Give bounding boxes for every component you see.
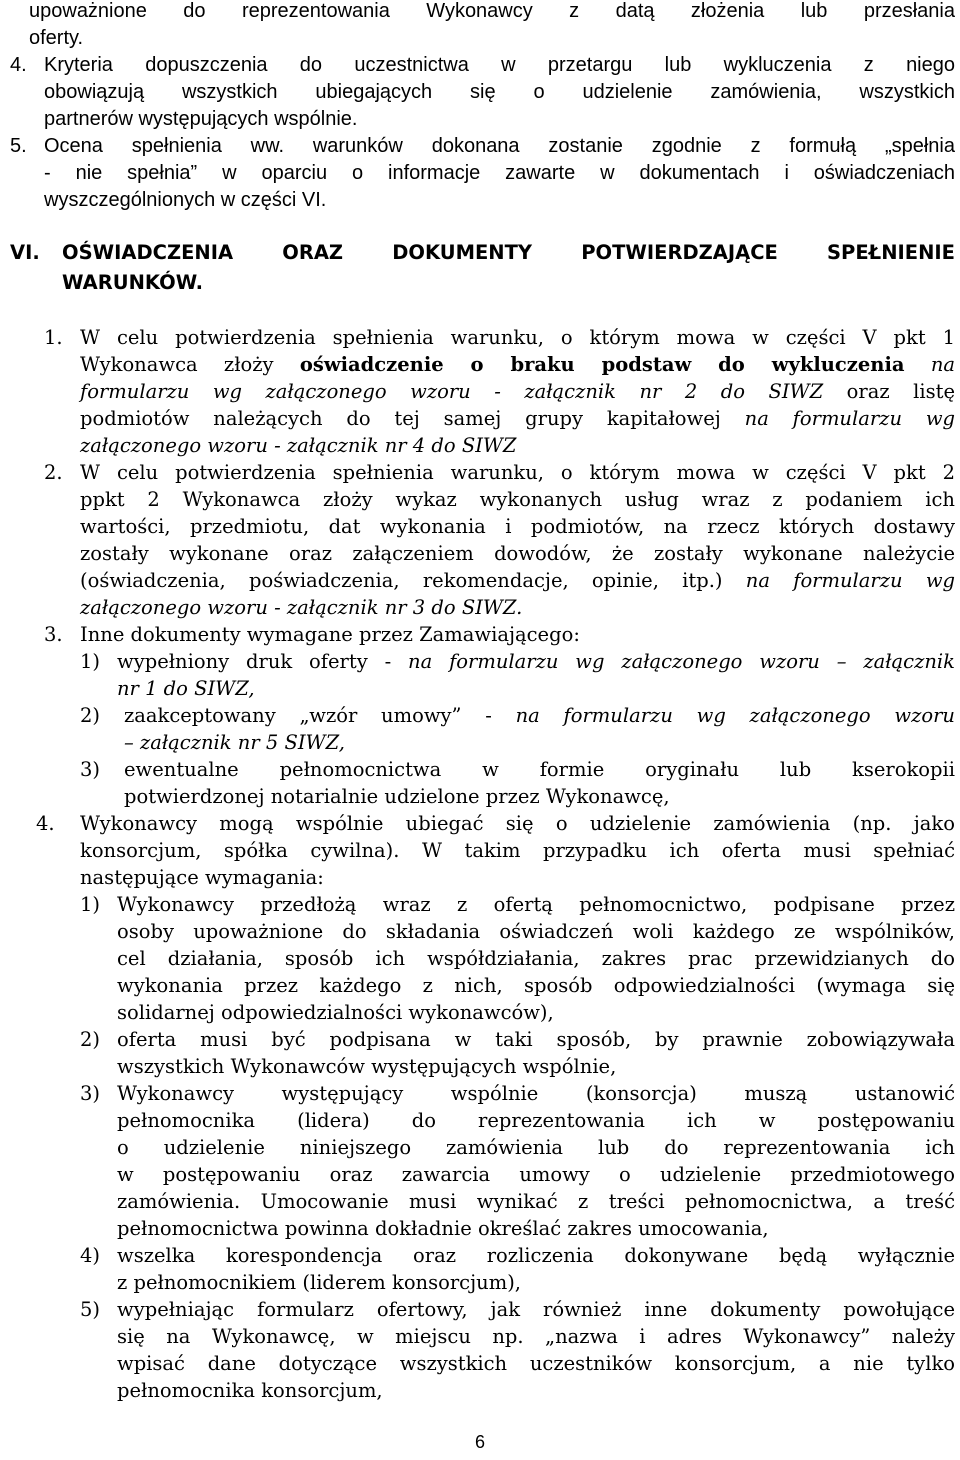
list-item-number: 3): [80, 1082, 101, 1105]
text-line: Wykonawcy przedłożą wraz z ofertą pełnomocnictwo, podpisane przez: [117, 893, 955, 916]
paragraph-1: [80, 324, 955, 459]
text-line: się na Wykonawcę, w miejscu np. „nazwa i adres Wykonawcy” należy: [117, 1325, 955, 1348]
section-heading: [62, 238, 955, 298]
intro-paragraph: [29, 0, 955, 52]
page-number: 6: [474, 1432, 485, 1452]
list-item: [117, 891, 955, 1026]
text-line: pełnomocnika konsorcjum,: [117, 1379, 383, 1402]
text-line: [80, 567, 955, 594]
text-span: oraz listę: [846, 380, 955, 403]
text-line: zostały wykonane oraz załączeniem dowodów, że zostały wykonane należycie: [80, 542, 955, 565]
text-line: następujące wymagania:: [80, 866, 324, 889]
paragraph-number: 1.: [44, 326, 63, 349]
list-item-number: 2): [80, 1028, 101, 1051]
item-number: 4.: [10, 54, 27, 76]
text-line: z pełnomocnikiem (liderem konsorcjum),: [117, 1271, 522, 1294]
text-line: ppkt 2 Wykonawca złoży wykaz wykonanych usług wraz z podaniem ich: [80, 488, 955, 511]
text-span: (oświadczenia, poświadczenia, rekomendacje, opinie, itp.): [80, 569, 723, 592]
text-line: [80, 351, 955, 378]
text-line: osoby upoważnione do składania oświadczeń woli każdego ze wspólników,: [117, 920, 955, 943]
text-line: o udzielenie niniejszego zamówienia lub do reprezentowania ich: [117, 1136, 955, 1159]
text-line: – załącznik nr 5 SIWZ,: [124, 731, 345, 754]
list-item: [117, 1026, 955, 1080]
italic-phrase: na: [930, 353, 955, 376]
list-item: [117, 1296, 955, 1404]
list-item: [124, 702, 955, 756]
text-line: załączonego wzoru - załącznik nr 3 do SIWZ.: [80, 596, 523, 619]
paragraph-4: [80, 810, 955, 891]
text-line: Wykonawcy występujący wspólnie (konsorcja) muszą ustanowić: [117, 1082, 955, 1105]
text-line: obowiązują wszystkich ubiegających się o udzielenie zamówienia, wszystkich: [44, 81, 955, 103]
text-line: zamówienia. Umocowanie musi wynikać z treści pełnomocnictwa, a treść: [117, 1190, 955, 1213]
italic-phrase: na formularzu wg załączonego wzoru – załącznik: [408, 650, 955, 673]
text-line: w postępowaniu oraz zawarcia umowy o udzielenie przedmiotowego: [117, 1163, 955, 1186]
text-line: [80, 378, 955, 405]
list-item-number: 1): [80, 650, 101, 673]
text-span: podmiotów należących do tej samej grupy kapitałowej: [80, 407, 721, 430]
text-span: Wykonawca złoży: [80, 353, 274, 376]
text-line: W celu potwierdzenia spełnienia warunku, o którym mowa w części V pkt 1: [80, 326, 955, 349]
text-line: nr 1 do SIWZ,: [117, 677, 255, 700]
section-number: VI.: [10, 241, 40, 264]
paragraph-number: 2.: [44, 461, 63, 484]
list-item: [117, 648, 955, 702]
heading-word: POTWIERDZAJĄCE: [581, 241, 778, 264]
heading-word: ORAZ: [282, 241, 344, 264]
text-line: oferty.: [29, 27, 84, 49]
list-item-number: 1): [80, 893, 101, 916]
paragraph-3-intro: [80, 621, 955, 648]
italic-phrase: na formularzu wg załączonego wzoru: [515, 704, 955, 727]
heading-line: [62, 238, 955, 268]
text-line: wartości, przedmiotu, dat wykonania i podmiotów, na rzecz których dostawy: [80, 515, 955, 538]
list-item-number: 5): [80, 1298, 101, 1321]
text-line: załączonego wzoru - załącznik nr 4 do SIWZ: [80, 434, 517, 457]
italic-phrase: formularzu wg załączonego wzoru - załącznik nr 2 do SIWZ: [80, 380, 824, 403]
text-line: wszelka korespondencja oraz rozliczenia dokonywane będą wyłącznie: [117, 1244, 955, 1267]
italic-phrase: na formularzu wg: [745, 569, 955, 592]
paragraph-2: [80, 459, 955, 621]
heading-word: SPEŁNIENIE: [827, 241, 955, 264]
list-item: [124, 756, 955, 810]
italic-phrase: na formularzu wg: [744, 407, 955, 430]
text-line: cel działania, sposób ich współdziałania, zakres prac przewidzianych do: [117, 947, 955, 970]
bold-phrase: oświadczenie o braku podstaw do wykluczenia: [299, 353, 905, 376]
paragraph-number: 4.: [36, 812, 55, 835]
text-line: Inne dokumenty wymagane przez Zamawiającego:: [80, 623, 580, 646]
text-span: wypełniony druk oferty -: [117, 650, 392, 673]
text-line: ewentualne pełnomocnictwa w formie oryginału lub kserokopii: [124, 758, 955, 781]
heading-word: OŚWIADCZENIA: [62, 241, 234, 264]
text-span: zaakceptowany „wzór umowy” -: [124, 704, 492, 727]
text-line: konsorcjum, spółka cywilna). W takim przypadku ich oferta musi spełniać: [80, 839, 955, 862]
text-line: [117, 648, 955, 675]
text-line: solidarnej odpowiedzialności wykonawców),: [117, 1001, 554, 1024]
text-line: oferta musi być podpisana w taki sposób, by prawnie zobowiązywała: [117, 1028, 955, 1051]
text-line: - nie spełnia” w oparciu o informacje zawarte w dokumentach i oświadczeniach: [44, 162, 955, 184]
text-line: potwierdzonej notarialnie udzielone przez Wykonawcę,: [124, 785, 670, 808]
text-line: [124, 702, 955, 729]
text-line: Ocena spełnienia ww. warunków dokonana zostanie zgodnie z formułą „spełnia: [44, 135, 955, 157]
text-line: wpisać dane dotyczące wszystkich uczestników konsorcjum, a nie tylko: [117, 1352, 955, 1375]
text-line: wykonania przez każdego z nich, sposób odpowiedzialności (wymaga się: [117, 974, 955, 997]
text-line: Kryteria dopuszczenia do uczestnictwa w przetargu lub wykluczenia z niego: [44, 54, 955, 76]
text-line: pełnomocnika (lidera) do reprezentowania ich w postępowaniu: [117, 1109, 955, 1132]
evaluation-paragraph: [44, 133, 955, 214]
text-line: pełnomocnictwa powinna dokładnie określać zakres umocowania,: [117, 1217, 769, 1240]
item-number: 5.: [10, 135, 27, 157]
text-line: wyszczególnionych w części VI.: [44, 189, 327, 211]
list-item-number: 4): [80, 1244, 101, 1267]
heading-line: WARUNKÓW.: [62, 271, 204, 294]
text-line: wypełniając formularz ofertowy, jak również inne dokumenty powołujące: [117, 1298, 955, 1321]
heading-word: DOKUMENTY: [392, 241, 533, 264]
text-line: W celu potwierdzenia spełnienia warunku, o którym mowa w części V pkt 2: [80, 461, 955, 484]
paragraph-number: 3.: [44, 623, 63, 646]
text-line: upoważnione do reprezentowania Wykonawcy z datą złożenia lub przesłania: [29, 0, 955, 22]
list-item: [117, 1242, 955, 1296]
text-line: partnerów występujących wspólnie.: [44, 108, 358, 130]
list-item-number: 2): [80, 704, 101, 727]
list-item: [117, 1080, 955, 1242]
criteria-paragraph: [44, 52, 955, 133]
text-line: [80, 405, 955, 432]
text-line: wszystkich Wykonawców występujących wspólnie,: [117, 1055, 617, 1078]
text-line: Wykonawcy mogą wspólnie ubiegać się o udzielenie zamówienia (np. jako: [80, 812, 955, 835]
list-item-number: 3): [80, 758, 101, 781]
